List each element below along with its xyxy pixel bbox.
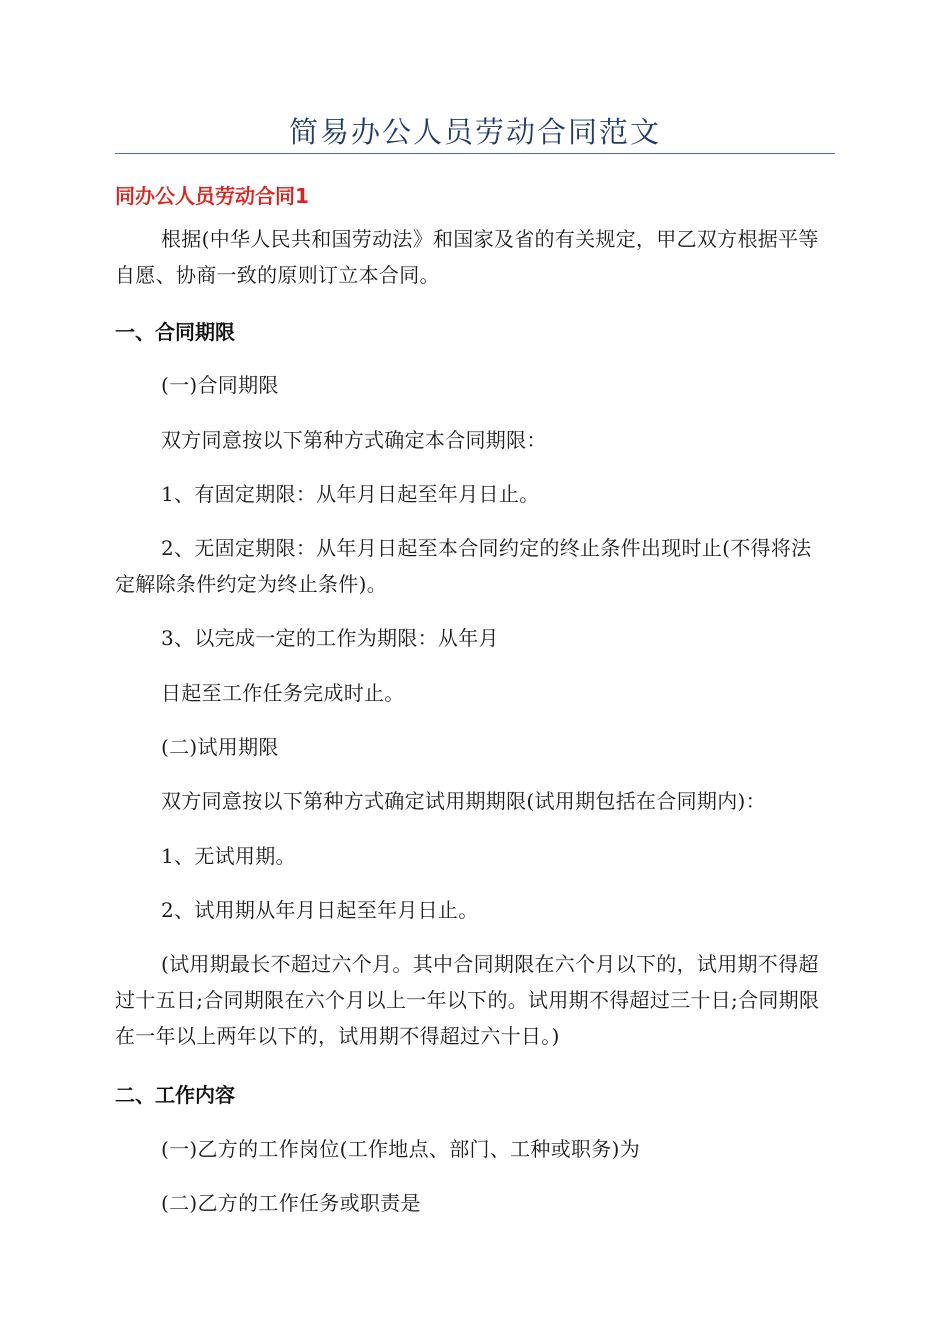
paragraph: (一)乙方的工作岗位(工作地点、部门、工种或职务)为 [161,1137,641,1161]
intro-paragraph: 根据(中华人民共和国劳动法》和国家及省的有关规定，甲乙双方根据平等自愿、协商一致的原则订立本合同。 [115,227,819,287]
paragraph: 1、无试用期。 [161,844,296,868]
paragraph: (二)乙方的工作任务或职责是 [161,1191,421,1215]
paragraph: 双方同意按以下第种方式确定本合同期限： [161,428,547,452]
heading-work-content: 二、工作内容 [115,1083,235,1107]
paragraph: 2、试用期从年月日起至年月日止。 [161,898,479,922]
paragraph: 双方同意按以下第种方式确定试用期期限(试用期包括在合同期内)： [161,789,766,813]
paragraph: (一)合同期限 [161,373,279,397]
paragraph: (二)试用期限 [161,735,279,759]
section-title: 同办公人员劳动合同1 [115,184,309,208]
paragraph: 3、以完成一定的工作为期限：从年月 [161,626,499,650]
heading-contract-term: 一、合同期限 [115,320,235,344]
document-title: 简易办公人员劳动合同范文 [288,115,661,149]
paragraph: (试用期最长不超过六个月。其中合同期限在六个月以下的，试用期不得超过十五日;合同期限在六个月以上一年以下的。试用期不得超过三十日;合同期限在一年以上两年以下的，试用期不得超过六十日。) [115,952,820,1048]
paragraph: 1、有固定期限：从年月日起至年月日止。 [161,482,540,506]
paragraph: 2、无固定期限：从年月日起至本合同约定的终止条件出现时止(不得将法定解除条件约定为终止条件)。 [115,536,812,596]
title-underline [115,153,835,154]
paragraph: 日起至工作任务完成时止。 [161,681,405,705]
